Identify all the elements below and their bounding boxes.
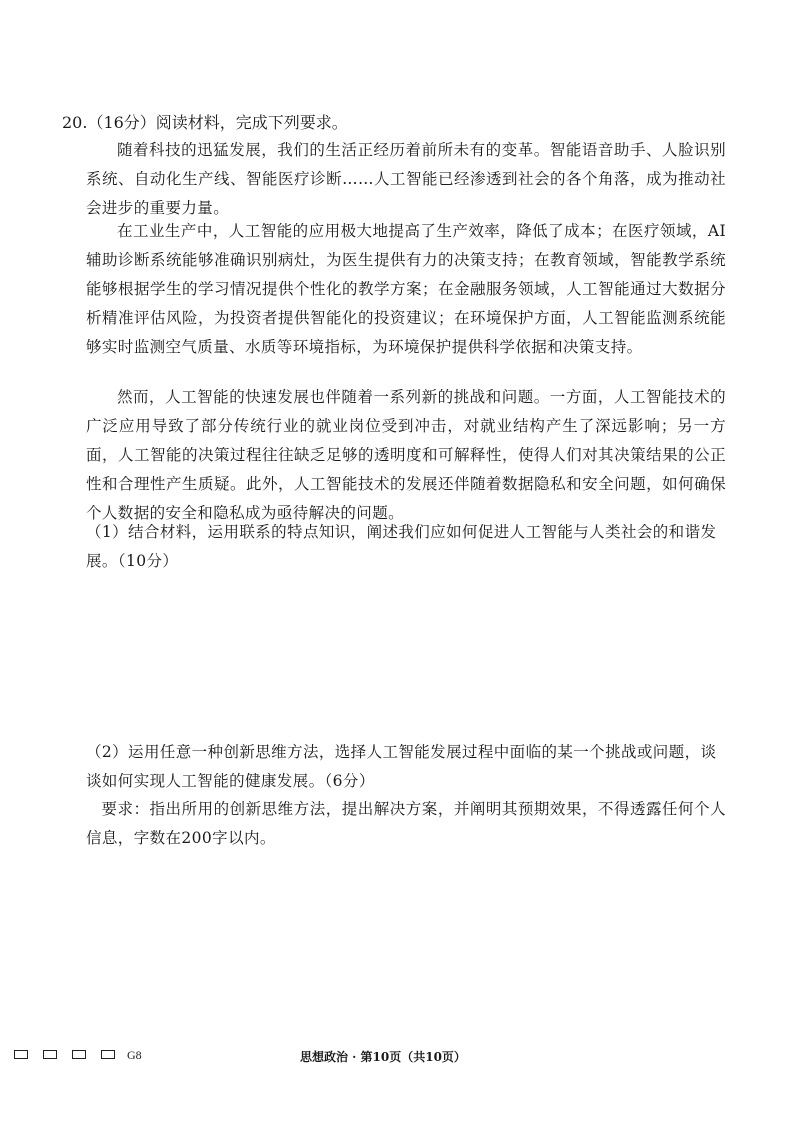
page-footer	[0, 1048, 800, 1068]
material-paragraph-1: 随着科技的迅猛发展，我们的生活正经历着前所未有的变革。智能语音助手、人脸识别系统、自动化生产线、智能医疗诊断……人工智能已经渗透到社会的各个角落，成为推动社会进步的重要力量。	[86, 141, 726, 217]
material-paragraph-2: 在工业生产中，人工智能的应用极大地提高了生产效率，降低了成本；在医疗领域，AI辅助诊断系统能够准确识别病灶，为医生提供有力的决策支持；在教育领域，智能教学系统能够根据学生的学习情况提供个性化的教学方案；在金融服务领域，人工智能通过大数据分析精准评估风险，为投资者提供智能化的投资建议；在环境保护方面，人工智能监测系统能够实时监测空气质量、水质等环境指标，为环境保护提供科学依据和决策支持。	[86, 222, 726, 356]
sub-question-1: （1）结合材料，运用联系的特点知识，阐述我们应如何促进人工智能与人类社会的和谐发展。（10分）	[86, 523, 717, 570]
page-number-label: 思想政治 · 第10页（共10页）	[300, 1050, 466, 1064]
square-icon	[101, 1050, 115, 1059]
paper-code: G8	[127, 1048, 142, 1062]
sub-question-2: （2）运用任意一种创新思维方法，选择人工智能发展过程中面临的某一个挑战或问题，谈谈如何实现人工智能的健康发展。（6分）	[86, 743, 717, 790]
question-title: 20.（16分）阅读材料，完成下列要求。	[62, 113, 348, 132]
requirement-text: 要求：指出所用的创新思维方法，提出解决方案，并阐明其预期效果，不得透露任何个人信息，字数在200字以内。	[86, 800, 726, 847]
material-paragraph-3: 然而，人工智能的快速发展也伴随着一系列新的挑战和问题。一方面，人工智能技术的广泛应用导致了部分传统行业的就业岗位受到冲击，对就业结构产生了深远影响；另一方面，人工智能的决策过程往往缺乏足够的透明度和可解释性，使得人们对其决策结果的公正性和合理性产生质疑。此外，人工智能技术的发展还伴随着数据隐私和安全问题，如何确保个人数据的安全和隐私成为亟待解决的问题。	[86, 388, 726, 522]
footer-boxes	[14, 1050, 115, 1059]
square-icon	[14, 1050, 28, 1059]
square-icon	[43, 1050, 57, 1059]
square-icon	[72, 1050, 86, 1059]
